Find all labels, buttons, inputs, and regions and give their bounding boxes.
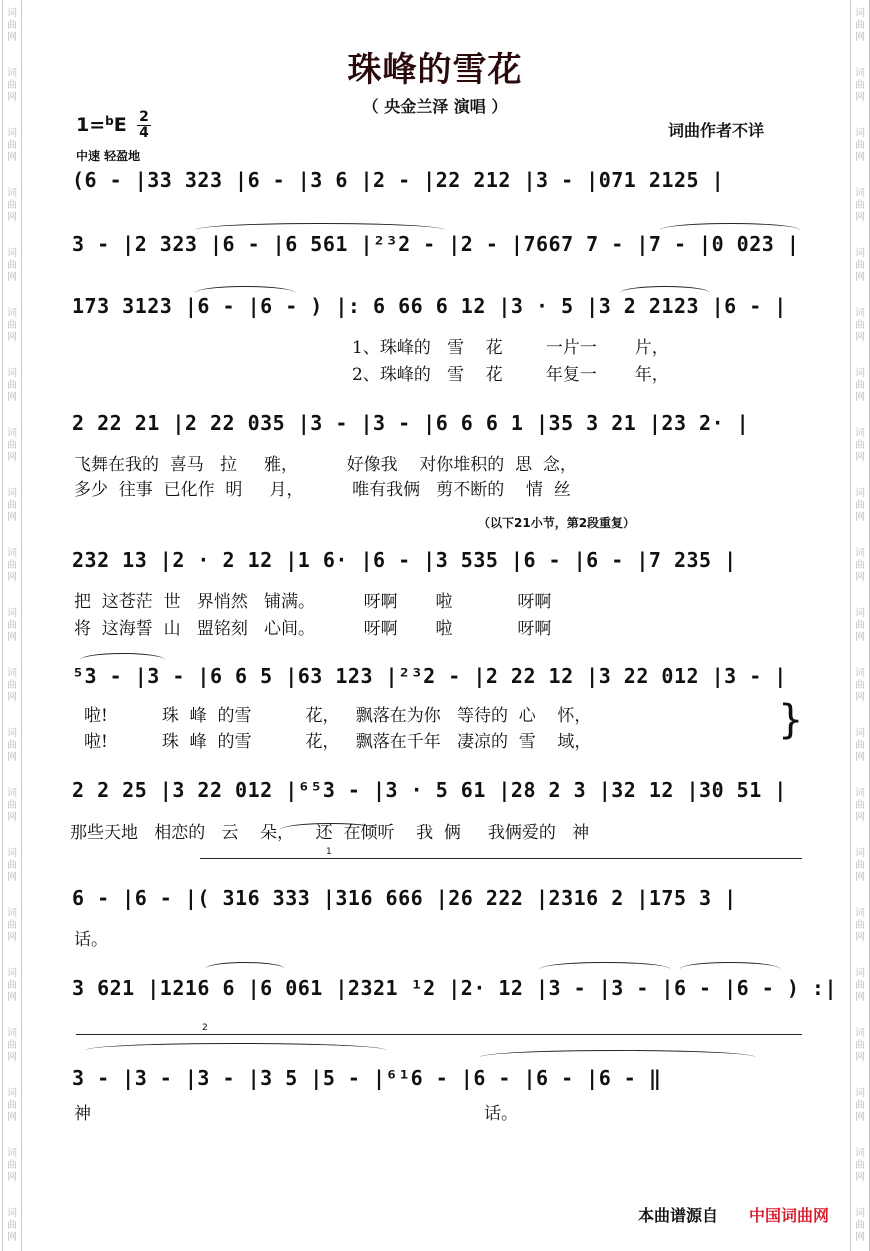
watermark-text: 词 曲 网 (855, 788, 865, 823)
watermark-text: 词 曲 网 (7, 788, 17, 823)
watermark-text: 词 曲 网 (855, 608, 865, 643)
meter-top: 2 (139, 109, 149, 125)
score-row-7: 2 2 25 |3 22 012 |⁶⁵3 - |3 · 5 61 |28 2 3 |32 12 |30 51 | (72, 778, 787, 802)
watermark-text: 词 曲 网 (855, 668, 865, 703)
score-row-9: 3 621 |1216 6 |6 061 |2321 ¹2 |2· 12 |3 - |3 - |6 - |6 - ) :| (72, 976, 838, 1000)
watermark-text: 词 曲 网 (7, 848, 17, 883)
watermark-text: 词 曲 网 (7, 1208, 17, 1243)
watermark-text: 词 曲 网 (855, 968, 865, 1003)
time-signature (137, 110, 151, 141)
watermark-text: 词 曲 网 (855, 1088, 865, 1123)
watermark-text: 词 曲 网 (855, 1208, 865, 1243)
slur (540, 962, 670, 969)
score-row-1: (6 - |33 323 |6 - |3 6 |2 - |22 212 |3 - |071 2125 | (72, 168, 725, 192)
lyric-row-4-verse-1: 飞舞在我的 喜马 拉 雅， 好像我 对你堆积的 思 念， (74, 455, 577, 475)
right-watermark-strip (850, 0, 870, 1251)
watermark-text: 词 曲 网 (855, 1148, 865, 1183)
score-row-6: ⁵3 - |3 - |6 6 5 |63 123 |²³2 - |2 22 12 |3 22 012 |3 - | (72, 664, 787, 688)
slur (620, 286, 710, 293)
lyric-row-10-end: 话。 (484, 1104, 518, 1124)
lyric-row-3-verse-1: 1、珠峰的 雪 花 一片一 片， (352, 338, 669, 358)
meter-bottom: 4 (137, 125, 151, 141)
composer-credit: 词曲作者不详 (668, 121, 765, 140)
singer-credit: （ 央金兰泽 演唱 ） (362, 97, 508, 116)
score-row-5: 232 13 |2 · 2 12 |1 6· |6 - |3 535 |6 - |6 - |7 235 | (72, 548, 737, 572)
watermark-text: 词 曲 网 (7, 1148, 17, 1183)
song-title: 珠峰的雪花 (347, 50, 523, 90)
watermark-text: 词 曲 网 (855, 728, 865, 763)
watermark-text: 词 曲 网 (7, 908, 17, 943)
score-row-2: 3 - |2 323 |6 - |6 561 |²³2 - |2 - |7667 7 - |7 - |0 023 | (72, 232, 800, 256)
slur (660, 223, 800, 230)
repeat-note: （以下21小节，第2段重复） (478, 516, 636, 530)
score-row-10: 3 - |3 - |3 - |3 5 |5 - |⁶¹6 - |6 - |6 - |6 - ‖ (72, 1066, 662, 1090)
score-row-8: 6 - |6 - |( 316 333 |316 666 |26 222 |2316 2 |175 3 | (72, 886, 737, 910)
lyric-row-4-verse-2: 多少 往事 已化作 明 月， 唯有我俩 剪不断的 情 丝 (74, 480, 571, 500)
watermark-text: 词 曲 网 (7, 428, 17, 463)
watermark-text: 词 曲 网 (855, 428, 865, 463)
watermark-text: 词 曲 网 (7, 728, 17, 763)
watermark-text: 词 曲 网 (7, 308, 17, 343)
watermark-text: 词 曲 网 (7, 248, 17, 283)
watermark-text: 词 曲 网 (855, 548, 865, 583)
slur (205, 962, 285, 969)
key-prefix: 1= (76, 114, 106, 136)
watermark-text: 词 曲 网 (855, 908, 865, 943)
watermark-text: 词 曲 网 (7, 488, 17, 523)
lyric-row-3-verse-2: 2、珠峰的 雪 花 年复一 年， (352, 365, 669, 385)
watermark-text: 词 曲 网 (855, 188, 865, 223)
watermark-text: 词 曲 网 (855, 488, 865, 523)
key-note: E (113, 114, 127, 136)
watermark-text: 词 曲 网 (855, 1028, 865, 1063)
key-signature (76, 114, 127, 136)
lyric-row-6-verse-1: 啦! 珠 峰 的雪 花， 飘落在为你 等待的 心 怀， (84, 706, 592, 726)
watermark-text: 词 曲 网 (7, 368, 17, 403)
slur (480, 1050, 755, 1057)
second-ending-bracket (76, 1023, 802, 1035)
watermark-text: 词 曲 网 (7, 128, 17, 163)
lyric-row-7: 那些天地 相恋的 云 朵， 还 在倾听 我 俩 我俩爱的 神 (70, 823, 590, 843)
watermark-text: 词 曲 网 (7, 548, 17, 583)
watermark-text: 词 曲 网 (855, 308, 865, 343)
watermark-text: 词 曲 网 (7, 8, 17, 43)
slur (680, 962, 780, 969)
slur (86, 1043, 386, 1050)
first-ending-label: 1 (326, 847, 332, 857)
source-site-link[interactable]: 中国词曲网 (749, 1206, 830, 1225)
lyric-row-5-verse-2: 将 这海誓 山 盟铭刻 心间。 呀啊 啦 呀啊 (74, 619, 552, 639)
first-ending-bracket (200, 847, 802, 859)
verse-brace: } (778, 697, 804, 743)
lyric-row-10-start: 神 (74, 1104, 91, 1124)
watermark-text: 词 曲 网 (7, 68, 17, 103)
source-label: 本曲谱源自 (638, 1206, 719, 1225)
slur (195, 223, 445, 230)
lyric-row-6-verse-2: 啦! 珠 峰 的雪 花， 飘落在千年 凄凉的 雪 域， (84, 732, 592, 752)
watermark-text: 词 曲 网 (855, 68, 865, 103)
second-ending-label: 2 (202, 1023, 208, 1033)
lyric-row-8: 话。 (74, 930, 108, 950)
score-row-3: 173 3123 |6 - |6 - ) |: 6 66 6 12 |3 · 5 |3 2 2123 |6 - | (72, 294, 787, 318)
watermark-text: 词 曲 网 (7, 1028, 17, 1063)
lyric-row-5-verse-1: 把 这苍茫 世 界悄然 铺满。 呀啊 啦 呀啊 (74, 592, 552, 612)
slur (195, 286, 295, 293)
slur (80, 653, 165, 660)
watermark-text: 词 曲 网 (7, 668, 17, 703)
score-row-4: 2 22 21 |2 22 035 |3 - |3 - |6 6 6 1 |35 3 21 |23 2· | (72, 411, 750, 435)
watermark-text: 词 曲 网 (7, 188, 17, 223)
watermark-text: 词 曲 网 (7, 1088, 17, 1123)
watermark-text: 词 曲 网 (7, 968, 17, 1003)
watermark-text: 词 曲 网 (855, 8, 865, 43)
left-watermark-strip (2, 0, 22, 1251)
watermark-text: 词 曲 网 (7, 608, 17, 643)
watermark-text: 词 曲 网 (855, 128, 865, 163)
watermark-text: 词 曲 网 (855, 848, 865, 883)
key-flat: b (105, 114, 114, 128)
watermark-text: 词 曲 网 (855, 248, 865, 283)
watermark-text: 词 曲 网 (855, 368, 865, 403)
tempo-marking: 中速 轻盈地 (76, 149, 141, 163)
